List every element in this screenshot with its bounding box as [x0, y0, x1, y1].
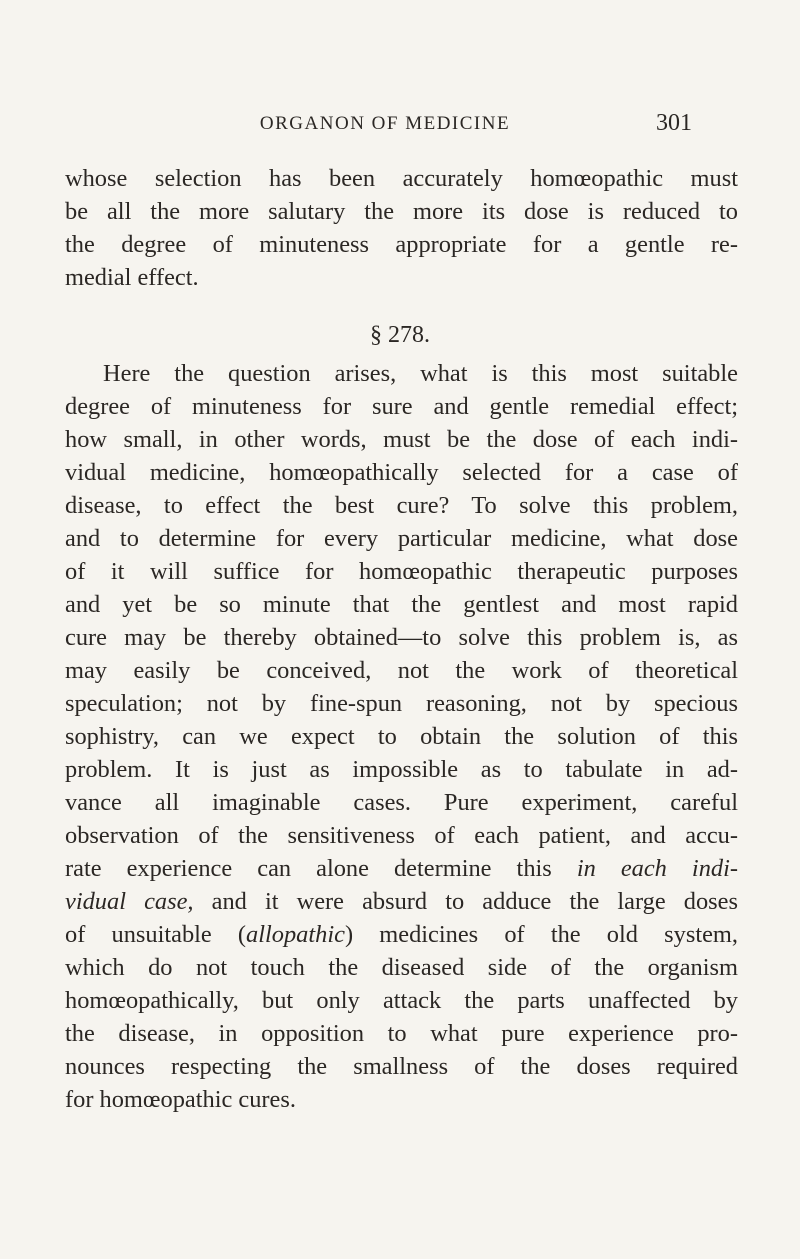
text-line — [65, 852, 738, 885]
text-line: the disease, in opposition to what pure experience pro- — [65, 1020, 738, 1047]
text-span: and it were absurd to adduce the large doses — [211, 888, 738, 915]
text-line: medial effect. — [65, 264, 199, 291]
text-span: ) medicines of the old system, — [344, 921, 738, 948]
text-line: degree of minuteness for sure and gentle remedial effect; — [65, 393, 738, 420]
text-line: which do not touch the diseased side of the organism — [65, 954, 738, 981]
italic-span: allopathic — [246, 921, 345, 948]
text-line: the degree of minuteness appropriate for a gentle re- — [65, 231, 738, 258]
running-title: ORGANON OF MEDICINE — [259, 113, 511, 134]
text-line: problem. It is just as impossible as to tabulate in ad- — [65, 756, 738, 783]
text-line: homœopathically, but only attack the parts unaffected by — [65, 987, 738, 1014]
text-line: observation of the sensitiveness of each patient, and accu- — [65, 822, 738, 849]
text-line: and to determine for every particular medicine, what dose — [65, 525, 738, 552]
text-line: how small, in other words, must be the dose of each indi- — [65, 426, 738, 453]
text-span: of unsuitable ( — [65, 921, 247, 948]
text-line: vidual medicine, homœopathically selected for a case of — [65, 459, 738, 486]
section-heading: § 278. — [370, 322, 430, 348]
text-line: Here the question arises, what is this most suitable — [103, 360, 738, 387]
text-line: may easily be conceived, not the work of theoretical — [65, 657, 738, 684]
text-line: vance all imaginable cases. Pure experiment, careful — [65, 789, 738, 816]
text-line: nounces respecting the smallness of the doses required — [65, 1053, 738, 1080]
paragraph-1 — [65, 162, 738, 294]
text-line: whose selection has been accurately homœopathic must — [65, 165, 738, 192]
text-span: rate experience can alone determine this — [65, 855, 552, 882]
italic-span: in each indi- — [576, 855, 738, 882]
text-line — [65, 885, 738, 918]
text-line: disease, to effect the best cure? To solve this problem, — [65, 492, 738, 519]
text-line: sophistry, can we expect to obtain the solution of this — [65, 723, 738, 750]
text-line: and yet be so minute that the gentlest and most rapid — [65, 591, 738, 618]
text-line: of it will suffice for homœopathic therapeutic purposes — [65, 558, 738, 585]
text-line — [65, 918, 738, 951]
text-line: speculation; not by fine-spun reasoning, not by specious — [65, 690, 738, 717]
page-number: 301 — [656, 110, 692, 136]
text-line: cure may be thereby obtained—to solve this problem is, as — [65, 624, 738, 651]
text-line: be all the more salutary the more its dose is reduced to — [65, 198, 738, 225]
text-line: for homœopathic cures. — [65, 1086, 296, 1113]
paragraph-2 — [65, 357, 738, 1116]
italic-span: vidual case, — [65, 888, 194, 915]
